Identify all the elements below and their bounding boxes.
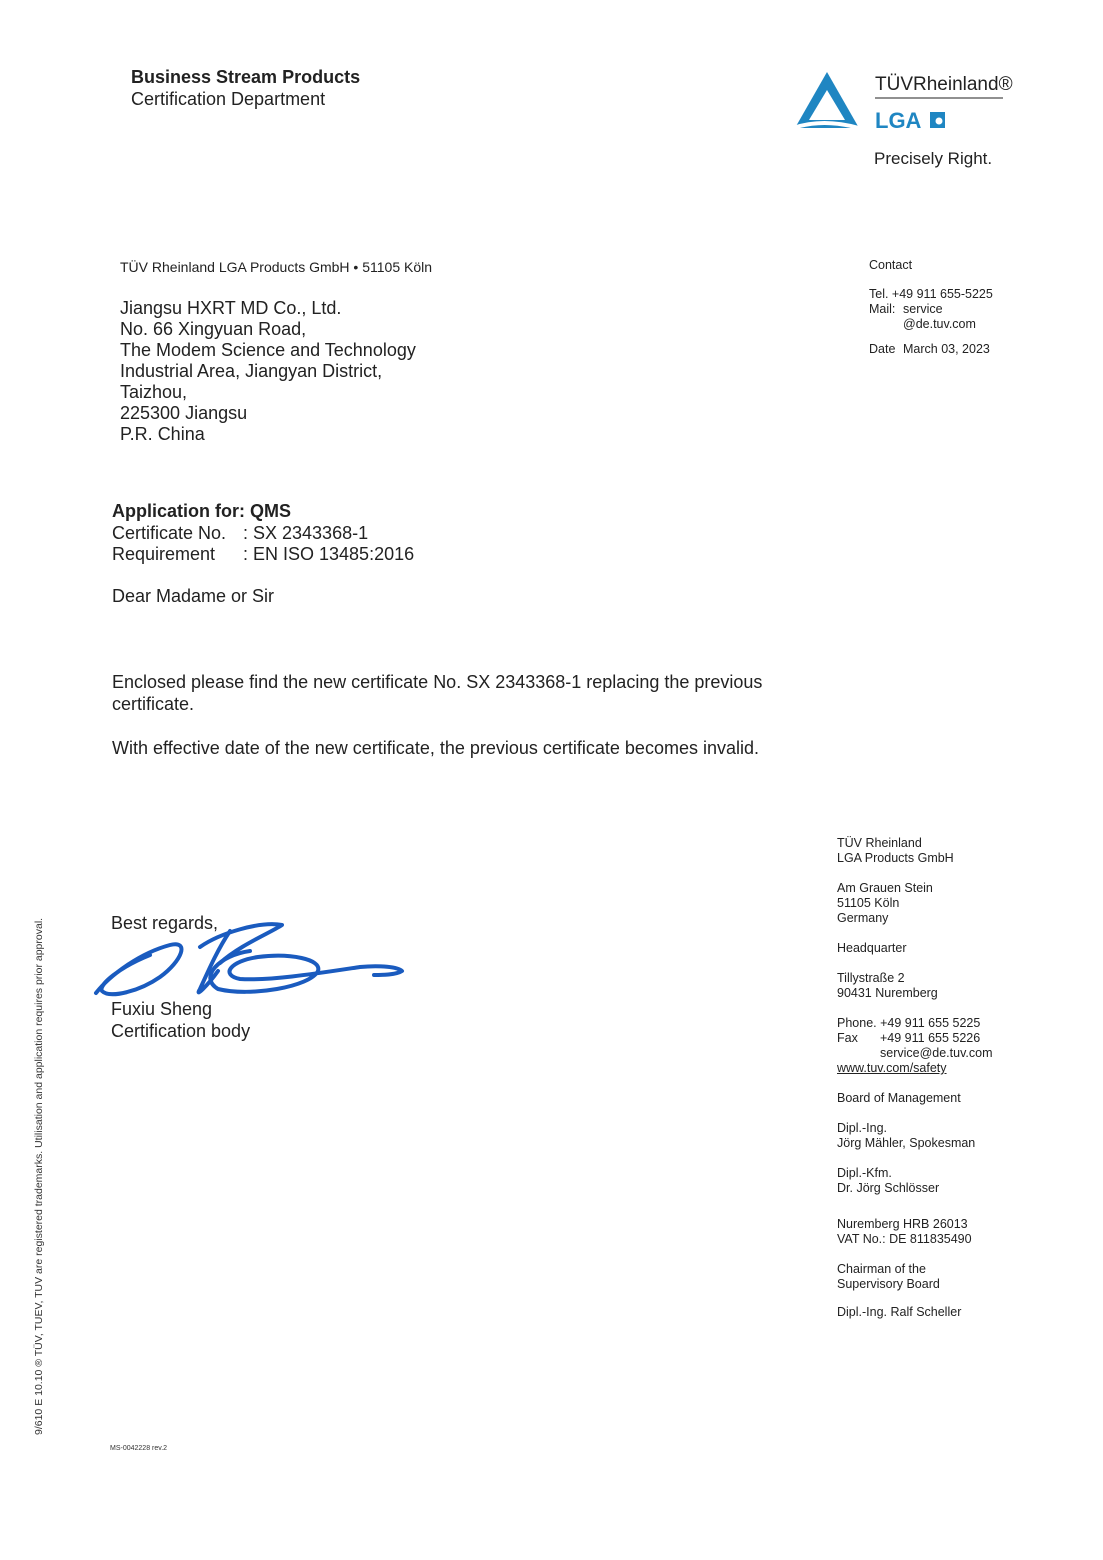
handwritten-signature xyxy=(90,915,410,1005)
hq-label: Headquarter xyxy=(837,941,907,955)
fax-value: +49 911 655 5226 xyxy=(880,1031,981,1045)
contact-heading: Contact xyxy=(869,258,913,272)
board-member-name: Dr. Jörg Schlösser xyxy=(837,1181,940,1195)
signer-name: Fuxiu Sheng xyxy=(111,999,213,1019)
body-paragraph-2: With effective date of the new certificate, the previous certificate becomes invalid. xyxy=(112,738,759,758)
recipient-line: Industrial Area, Jiangyan District, xyxy=(120,361,383,381)
chairman-label: Chairman of the xyxy=(837,1262,926,1276)
board-label: Board of Management xyxy=(837,1091,961,1105)
brand-text: TÜVRheinland® xyxy=(875,74,1013,95)
vat-number: VAT No.: DE 811835490 xyxy=(837,1232,972,1246)
date-value: March 03, 2023 xyxy=(903,342,990,356)
recipient-line: Taizhou, xyxy=(120,382,188,402)
recipient-line: The Modem Science and Technology xyxy=(120,340,416,360)
company-city: 51105 Köln xyxy=(837,896,900,910)
board-member-title: Dipl.-Kfm. xyxy=(837,1166,892,1180)
hq-street: Tillystraße 2 xyxy=(837,971,905,985)
mail-domain: @de.tuv.com xyxy=(903,317,976,331)
mail-value: service xyxy=(903,302,943,316)
form-code: MS-0042228 rev.2 xyxy=(110,1445,168,1452)
contact-tel: Tel. +49 911 655-5225 xyxy=(869,287,993,301)
company-name-1: TÜV Rheinland xyxy=(837,836,922,850)
company-website-link[interactable]: www.tuv.com/safety xyxy=(837,1061,947,1075)
company-info xyxy=(837,836,993,1320)
certificate-value: : SX 2343368-1 xyxy=(243,522,369,543)
signer-role: Certification body xyxy=(111,1020,251,1041)
certificate-label: Certificate No. xyxy=(112,522,227,543)
closing-regards: Best regards, xyxy=(111,913,219,933)
tuv-rheinland-logo xyxy=(793,70,1033,180)
company-street: Am Grauen Stein xyxy=(837,881,933,895)
recipient-address xyxy=(120,298,416,445)
chairman-label: Supervisory Board xyxy=(837,1277,940,1291)
contact-block xyxy=(869,258,993,357)
chairman-name: Dipl.-Ing. Ralf Scheller xyxy=(837,1305,962,1319)
side-trademark-note: 9/610 E 10.10 ® TÜV, TUEV, TUV are registered trademarks. Utilisation and application requires prior approval. xyxy=(33,917,45,1435)
board-member-title: Dipl.-Ing. xyxy=(837,1121,888,1135)
tagline-text: Precisely Right. xyxy=(874,149,993,168)
date-label: Date xyxy=(869,342,896,356)
recipient-line: 225300 Jiangsu xyxy=(120,403,248,423)
requirement-label: Requirement xyxy=(112,544,216,564)
sender-line: TÜV Rheinland LGA Products GmbH • 51105 Köln xyxy=(120,259,433,275)
hq-city: 90431 Nuremberg xyxy=(837,986,938,1000)
department-title: Business Stream Products xyxy=(131,67,361,87)
fax-label: Fax xyxy=(837,1031,858,1045)
signer-block xyxy=(111,999,250,1042)
lga-text: LGA xyxy=(875,108,922,133)
salutation: Dear Madame or Sir xyxy=(112,586,275,606)
recipient-line: Jiangsu HXRT MD Co., Ltd. xyxy=(120,298,342,318)
board-member-name: Jörg Mähler, Spokesman xyxy=(837,1136,976,1150)
recipient-line: No. 66 Xingyuan Road, xyxy=(120,319,307,339)
application-value: QMS xyxy=(250,501,292,521)
body-paragraph-1: Enclosed please find the new certificate No. SX 2343368-1 replacing the previous certificate. xyxy=(112,672,763,714)
company-email: service@de.tuv.com xyxy=(880,1046,993,1060)
department-header xyxy=(131,66,360,110)
registry-number: Nuremberg HRB 26013 xyxy=(837,1217,968,1231)
company-phone: Phone. +49 911 655 5225 xyxy=(837,1016,981,1030)
tuv-triangle-icon xyxy=(793,70,1033,180)
mail-label: Mail: xyxy=(869,302,896,316)
application-block xyxy=(112,501,414,566)
requirement-value: : EN ISO 13485:2016 xyxy=(243,544,415,564)
recipient-line: P.R. China xyxy=(120,424,205,444)
application-label: Application for: xyxy=(112,501,245,521)
application-title xyxy=(112,501,414,523)
department-subtitle: Certification Department xyxy=(131,89,326,109)
company-country: Germany xyxy=(837,911,889,925)
company-name-2: LGA Products GmbH xyxy=(837,851,954,865)
